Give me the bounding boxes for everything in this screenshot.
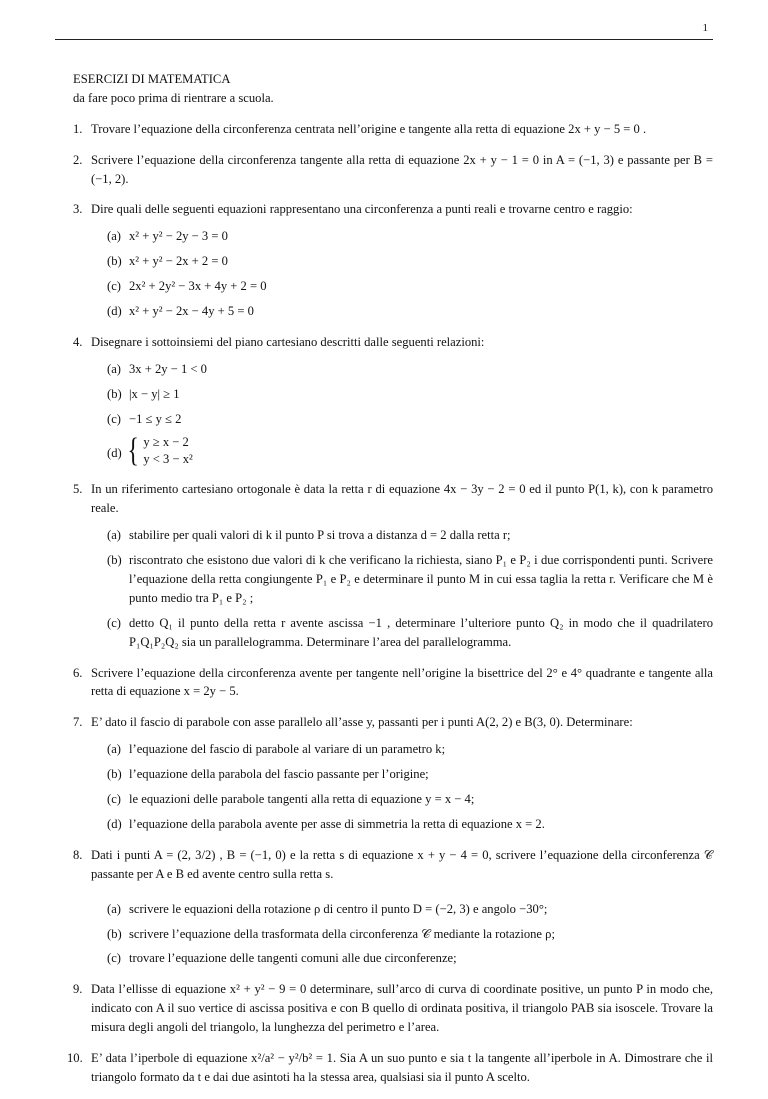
exercise-list xyxy=(67,120,713,1087)
subitem xyxy=(107,790,713,809)
subitem-label: (d) xyxy=(107,304,122,319)
exercise-text: E’ dato il fascio di parabole con asse parallelo all’asse y, passanti per i punti A(2, 2) e B(3, 0). Determinare: xyxy=(91,715,633,730)
subitem-list xyxy=(91,740,713,834)
subitem-text: 2x² + 2y² − 3x + 4y + 2 = 0 xyxy=(129,279,267,294)
exercise-item xyxy=(73,151,713,189)
exercise-text: E’ data l’iperbole di equazione x²/a² − y²/b² = 1. Sia A un suo punto e sia t la tangente all’iperbole in A. Dimostrare che il triangolo formato da t e dai due asintoti ha la stessa area, qualsiasi sia il punto A scelto. xyxy=(91,1050,713,1084)
subitem-text: stabilire per quali valori di k il punto P si trova a distanza d = 2 dalla retta r; xyxy=(129,528,511,543)
exercise-number: 1. xyxy=(73,121,83,136)
subitem xyxy=(107,252,713,271)
exercise-item xyxy=(73,480,713,651)
subitem xyxy=(107,277,713,296)
subitem-text: detto Q₁ il punto della retta r avente ascissa −1 , determinare l’ulteriore punto Q₂ in modo che il quadrilatero P₁Q₁P₂Q₂ sia un parallelogramma. Determinare l’area del parallelogramma. xyxy=(129,615,713,649)
subitem-text: riscontrato che esistono due valori di k che verificano la richiesta, siano P₁ e P₂ i due corrispondenti punti. Scrivere l’equazione della retta congiungente P₁ e P₂ e determinare il punto M in cui essa taglia la retta r. Verificare che M è punto medio tra P₁ e P₂ ; xyxy=(129,553,713,605)
header-rule xyxy=(55,39,713,40)
subitem-text: x² + y² − 2y − 3 = 0 xyxy=(129,229,228,244)
subitem xyxy=(107,434,713,468)
exercise-text: Trovare l’equazione della circonferenza centrata nell’origine e tangente alla retta di equazione 2x + y − 5 = 0 . xyxy=(91,121,647,136)
subitem-label: (d) xyxy=(107,816,122,831)
subitem xyxy=(107,815,713,834)
subitem-label: (b) xyxy=(107,386,122,401)
subitem-label: (b) xyxy=(107,254,122,269)
exercise-number: 2. xyxy=(73,152,83,167)
exercise-item xyxy=(73,200,713,320)
subitem-text: −1 ≤ y ≤ 2 xyxy=(129,411,182,426)
subitem xyxy=(107,740,713,759)
subitem xyxy=(107,925,713,944)
document-body xyxy=(67,70,713,1099)
exercise-number: 9. xyxy=(73,982,83,997)
subitem-label: (a) xyxy=(107,528,121,543)
subitem-label: (b) xyxy=(107,767,122,782)
subitem-text: x² + y² − 2x + 2 = 0 xyxy=(129,254,228,269)
exercise-text: Dire quali delle seguenti equazioni rappresentano una circonferenza a punti reali e trovarne centro e raggio: xyxy=(91,202,633,217)
subitem-text: scrivere le equazioni della rotazione ρ di centro il punto D = (−2, 3) e angolo −30°; xyxy=(129,901,548,916)
exercise-item xyxy=(67,1049,713,1087)
exercise-number: 4. xyxy=(73,334,83,349)
subitem-label: (d) xyxy=(107,446,122,461)
subitem-label: (b) xyxy=(107,553,122,568)
document-title: ESERCIZI DI MATEMATICA xyxy=(73,72,231,86)
subitem xyxy=(107,949,713,968)
subitem xyxy=(107,302,713,321)
exercise-text: Scrivere l’equazione della circonferenza tangente alla retta di equazione 2x + y − 1 = 0 in A = (−1, 3) e passante per B = (−1, 2). xyxy=(91,152,713,186)
subitem xyxy=(107,900,713,919)
exercise-text: Data l’ellisse di equazione x² + y² − 9 = 0 determinare, sull’arco di curva di coordinate positive, un punto P in modo che, indicato con A il suo vertice di ascissa positiva e con B quello di ordinata positiva, il triangolo PAB sia isoscele. Trovare la misura degli angoli del triangolo, la lunghezza del perimetro e l’area. xyxy=(91,982,713,1035)
inequality-system xyxy=(129,434,193,468)
subitem-text: le equazioni delle parabole tangenti alla retta di equazione y = x − 4; xyxy=(129,792,475,807)
exercise-item xyxy=(73,846,713,968)
brace-symbol: { xyxy=(127,432,139,470)
page-number: 1 xyxy=(702,22,708,34)
subitem-label: (c) xyxy=(107,792,121,807)
subitem-text: 3x + 2y − 1 < 0 xyxy=(129,361,207,376)
exercise-item xyxy=(73,120,713,139)
subitem-label: (a) xyxy=(107,361,121,376)
subitem-label: (a) xyxy=(107,229,121,244)
subitem-list xyxy=(91,227,713,321)
subitem-text: |x − y| ≥ 1 xyxy=(129,386,180,401)
subitem-text: l’equazione della parabola del fascio passante per l’origine; xyxy=(129,767,429,782)
subitem-label: (c) xyxy=(107,411,121,426)
subitem-label: (a) xyxy=(107,901,121,916)
subitem xyxy=(107,765,713,784)
subitem xyxy=(107,360,713,379)
exercise-text: Scrivere l’equazione della circonferenza avente per tangente nell’origine la bisettrice del 2° e 4° quadrante e tangente alla retta di equazione x = 2y − 5. xyxy=(91,665,713,699)
subitem-label: (b) xyxy=(107,926,122,941)
subitem-label: (c) xyxy=(107,951,121,966)
system-line: y < 3 − x² xyxy=(143,452,193,467)
exercise-number: 10. xyxy=(67,1050,83,1065)
subitem xyxy=(107,551,713,608)
exercise-item xyxy=(73,713,713,833)
exercise-item xyxy=(73,333,713,469)
exercise-number: 5. xyxy=(73,482,83,497)
exercise-item xyxy=(73,980,713,1037)
subitem-text: x² + y² − 2x − 4y + 5 = 0 xyxy=(129,304,254,319)
subitem xyxy=(107,410,713,429)
exercise-number: 8. xyxy=(73,847,83,862)
system-line: y ≥ x − 2 xyxy=(143,435,189,450)
subitem-label: (a) xyxy=(107,742,121,757)
exercise-text: Dati i punti A = (2, 3/2) , B = (−1, 0) e la retta s di equazione x + y − 4 = 0, scrivere l’equazione della circonferenza 𝒞 passante per A e B ed avente centro sulla retta s. xyxy=(91,847,713,881)
subitem-list xyxy=(91,360,713,469)
subitem-text: scrivere l’equazione della trasformata della circonferenza 𝒞 mediante la rotazione ρ; xyxy=(129,926,555,941)
exercise-text: Disegnare i sottoinsiemi del piano cartesiano descritti dalle seguenti relazioni: xyxy=(91,334,485,349)
exercise-item xyxy=(73,664,713,702)
exercise-text: In un riferimento cartesiano ortogonale è data la retta r di equazione 4x − 3y − 2 = 0 ed il punto P(1, k), con k parametro reale. xyxy=(91,482,713,516)
exercise-number: 6. xyxy=(73,665,83,680)
exercise-number: 7. xyxy=(73,715,83,730)
subitem-list xyxy=(91,900,713,969)
subitem xyxy=(107,385,713,404)
subitem xyxy=(107,614,713,652)
subitem-list xyxy=(91,526,713,651)
document-subtitle: da fare poco prima di rientrare a scuola. xyxy=(73,90,274,105)
subitem-text: l’equazione della parabola avente per asse di simmetria la retta di equazione x = 2. xyxy=(129,816,545,831)
subitem-label: (c) xyxy=(107,279,121,294)
exercise-number: 3. xyxy=(73,202,83,217)
subitem-text: trovare l’equazione delle tangenti comuni alle due circonferenze; xyxy=(129,951,457,966)
subitem xyxy=(107,526,713,545)
subitem-label: (c) xyxy=(107,615,121,630)
subitem xyxy=(107,227,713,246)
subitem-text: l’equazione del fascio di parabole al variare di un parametro k; xyxy=(129,742,446,757)
